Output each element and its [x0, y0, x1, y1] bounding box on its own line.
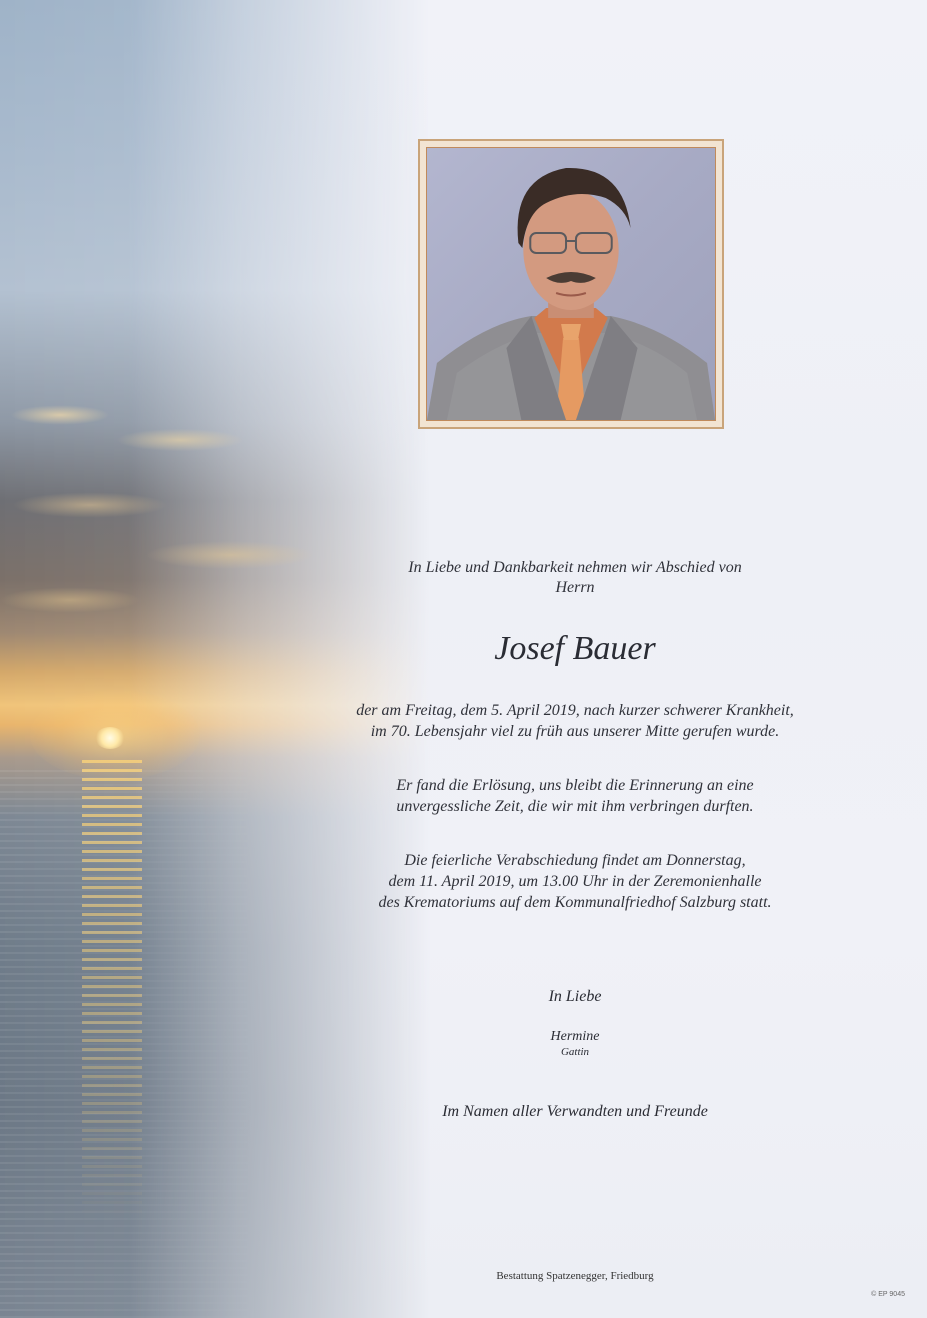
memory-line-1: Er fand die Erlösung, uns bleibt die Erinnerung an eine [396, 777, 754, 794]
memory-text [300, 775, 850, 817]
service-line-3: des Krematoriums auf dem Kommunalfriedhof Salzburg statt. [378, 894, 772, 911]
portrait-frame [418, 139, 724, 429]
signer-relation: Gattin [560, 1046, 590, 1058]
memory-line-2: unvergessliche Zeit, die wir mit ihm verbringen durften. [396, 798, 754, 815]
service-details [300, 850, 850, 913]
relatives-text: Im Namen aller Verwandten und Freunde [442, 1103, 708, 1120]
intro-text [300, 558, 850, 598]
sun [95, 727, 125, 749]
death-line-1: der am Freitag, dem 5. April 2019, nach kurzer schwerer Krankheit, [356, 702, 794, 719]
sea-waves [0, 770, 300, 1318]
signer-name: Hermine [550, 1029, 600, 1044]
intro-line-1: In Liebe und Dankbarkeit nehmen wir Abschied von [408, 559, 742, 576]
service-line-1: Die feierliche Verabschiedung findet am Donnerstag, [404, 852, 746, 869]
clouds [0, 395, 330, 645]
intro-line-2: Herrn [555, 579, 595, 596]
service-line-2: dem 11. April 2019, um 13.00 Uhr in der Zeremonienhalle [388, 873, 762, 890]
death-notice [300, 700, 850, 742]
closing-text: In Liebe [548, 988, 602, 1005]
portrait-photo [426, 147, 716, 421]
death-line-2: im 70. Lebensjahr viel zu früh aus unserer Mitte gerufen wurde. [370, 723, 780, 740]
funeral-home: Bestattung Spatzenegger, Friedburg [496, 1270, 654, 1282]
deceased-name: Josef Bauer [494, 630, 656, 667]
copyright-notice: © EP 9045 [871, 1291, 905, 1298]
portrait-illustration [427, 148, 715, 420]
